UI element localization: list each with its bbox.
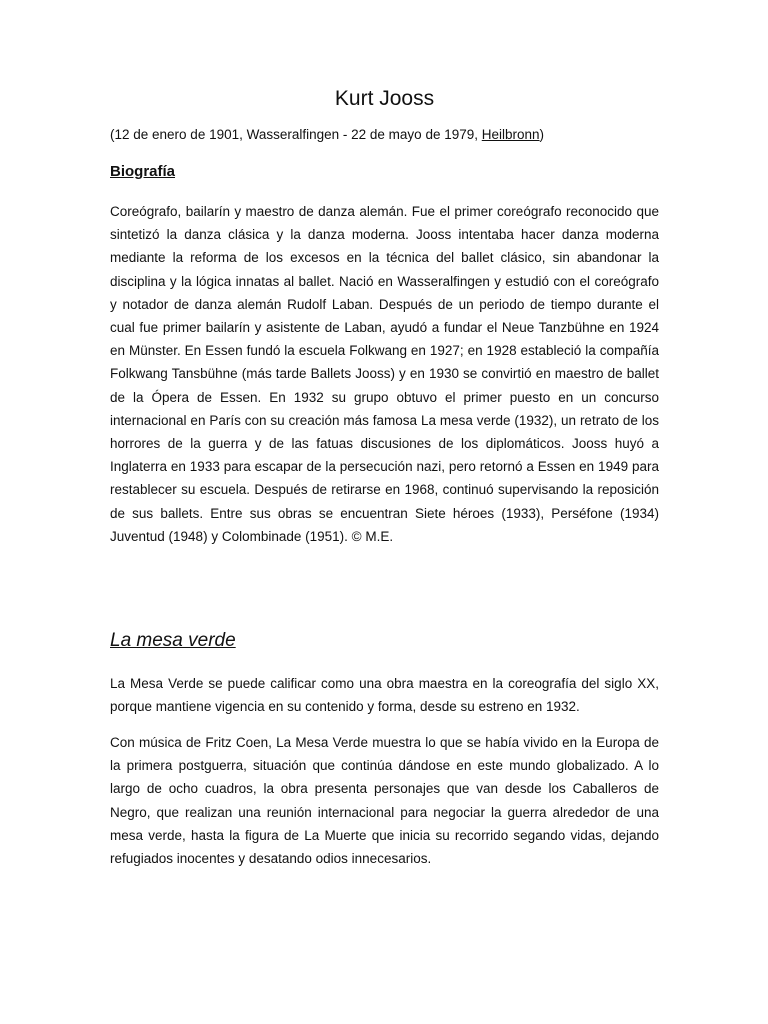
- biography-text: Coreógrafo, bailarín y maestro de danza alemán. Fue el primer coreógrafo reconocido que sintetizó la danza clásica y la danza moderna. Jooss intentaba hacer danza moderna mediante la reforma de los excesos en la técnica del ballet clásico, sin abandonar la disciplina y la lógica innatas al ballet. Nació en Wasseralfingen y estudió con el coreógrafo y notador de danza alemán Rudolf Laban. Después de un periodo de tiempo durante el cual fue primer bailarín y asistente de Laban, ayudó a fundar el Neue Tanzbühne en 1924 en Münster. En Essen fundó la escuela Folkwang en 1927; en 1928 estableció la compañía Folkwang Tansbühne (más tarde Ballets Jooss) y en 1930 se convirtió en maestro de ballet de la Ópera de Essen. En 1932 su grupo obtuvo el primer puesto en un concurso internacional en París con su creación más famosa La mesa verde (1932), un retrato de los horrores de la guerra y de las fatuas discusiones de los diplomáticos. Jooss huyó a Inglaterra en 1933 para escapar de la persecución nazi, pero retornó a Essen en 1949 para restablecer su escuela. Después de retirarse en 1968, continuó supervisando la reposición de sus ballets. Entre sus obras se encuentran Siete héroes (1933), Perséfone (1934) Juventud (1948) y Colombinade (1951). © M.E.: [110, 204, 659, 544]
- dates-prefix: (12 de enero de 1901, Wasseralfingen - 22 de mayo de 1979,: [110, 127, 482, 142]
- mesa-verde-heading: La mesa verde: [110, 630, 236, 651]
- biography-heading: Biografía: [110, 163, 176, 180]
- heilbronn-link[interactable]: Heilbronn: [481, 127, 540, 142]
- mesa-verde-paragraph-1: La Mesa Verde se puede calificar como una obra maestra en la coreografía del siglo XX, porque mantiene vigencia en su contenido y forma, desde su estreno en 1932.: [110, 676, 659, 715]
- mesa-verde-paragraph-2: Con música de Fritz Coen, La Mesa Verde muestra lo que se había vivido en la Europa de la primera postguerra, situación que continúa dándose en este mundo globalizado. A lo largo de ocho cuadros, la obra presenta personajes que van desde los Caballeros de Negro, que realizan una reunión internacional para negociar la guerra alrededor de una mesa verde, hasta la figura de La Muerte que inicia su recorrido segando vidas, dejando refugiados inocentes y desatando odios innecesarios.: [110, 735, 659, 867]
- dates-line: [110, 126, 544, 144]
- page-title: Kurt Jooss: [334, 87, 435, 110]
- dates-suffix: ): [539, 127, 545, 142]
